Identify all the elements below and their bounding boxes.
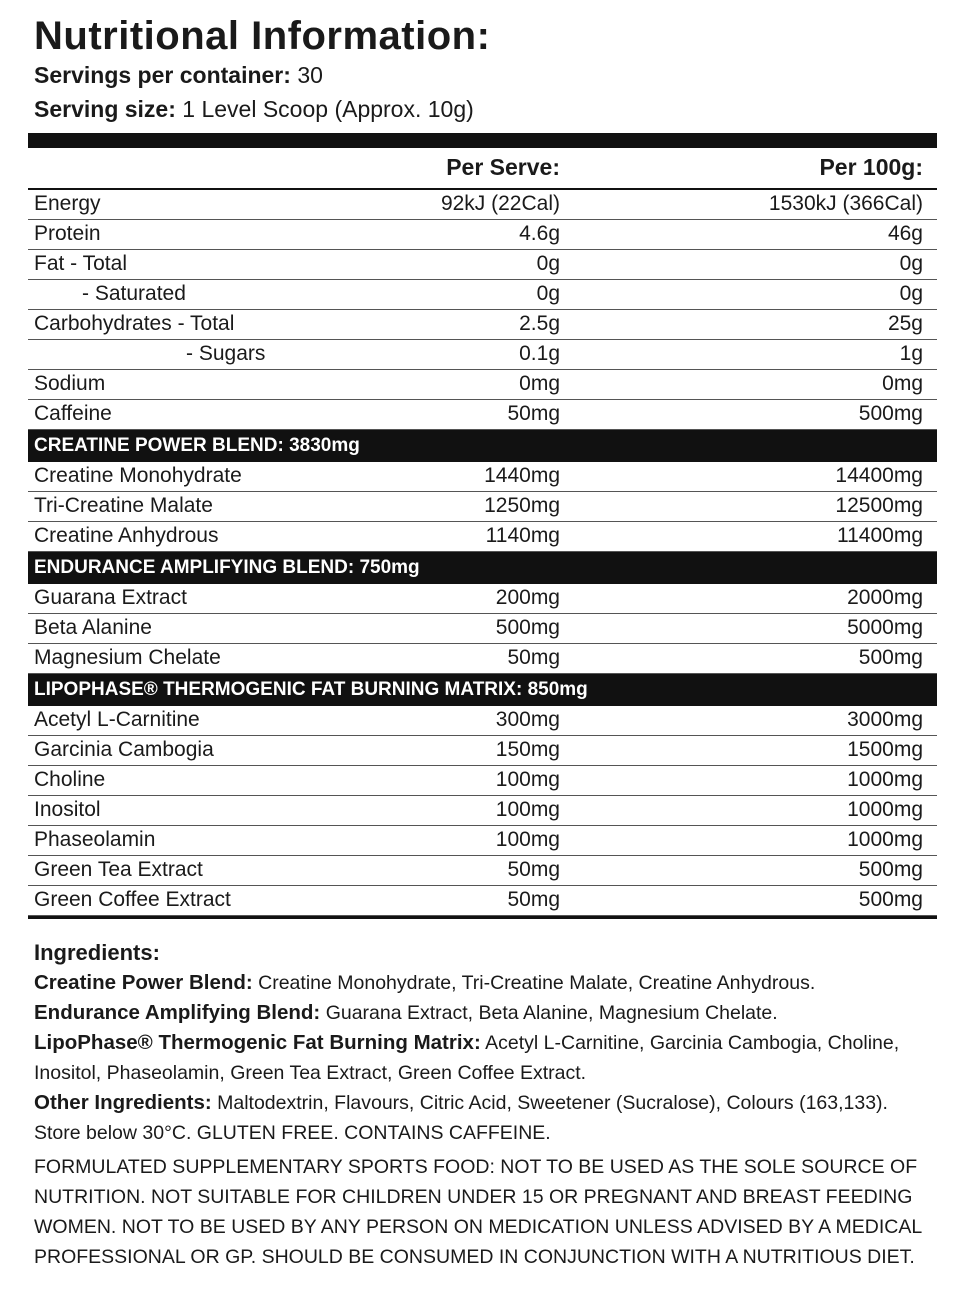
ingredient-label: Endurance Amplifying Blend: [34, 1001, 321, 1024]
per-serve-value: 0.1g [519, 342, 560, 365]
ingredients-section [34, 938, 934, 1148]
serving-size-value: 1 Level Scoop (Approx. 10g) [182, 96, 474, 122]
per-100g-value: 1g [899, 342, 923, 365]
table-row [28, 644, 937, 674]
per-100g-value: 12500mg [835, 494, 923, 517]
nutrient-name: - Saturated [82, 282, 186, 305]
table-row [28, 584, 937, 614]
per-100g-value: 0g [899, 282, 923, 305]
nutrient-name: Creatine Anhydrous [34, 524, 219, 547]
table-top-bar [28, 133, 937, 148]
ingredient-line-other [34, 1088, 934, 1148]
nutrient-name: Tri-Creatine Malate [34, 494, 213, 517]
creatine-blend-rows [28, 462, 937, 552]
per-serve-value: 1140mg [485, 524, 560, 547]
table-row [28, 220, 937, 250]
table-row [28, 190, 937, 220]
per-100g-value: 11400mg [836, 524, 923, 547]
ingredient-text: Creatine Monohydrate, Tri-Creatine Malate, Creatine Anhydrous. [258, 972, 816, 994]
ingredient-label: LipoPhase® Thermogenic Fat Burning Matrix: [34, 1031, 481, 1054]
per-100g-value: 500mg [858, 646, 923, 669]
per-100g-value: 1000mg [847, 768, 923, 791]
creatine-blend-header [28, 430, 937, 462]
ingredient-label: Other Ingredients: [34, 1091, 212, 1114]
table-row [28, 400, 937, 430]
basic-nutrients [28, 190, 937, 430]
table-row [28, 370, 937, 400]
nutrient-name: Green Tea Extract [34, 858, 203, 881]
table-row [28, 766, 937, 796]
nutrient-name: Choline [34, 768, 106, 791]
per-100g-value: 500mg [858, 888, 923, 911]
per-100g-value: 3000mg [847, 708, 923, 731]
per-100g-value: 14400mg [835, 464, 923, 487]
nutrient-name: Green Coffee Extract [34, 888, 231, 911]
per-100g-value: 46g [887, 222, 923, 245]
per-serve-value: 200mg [495, 586, 560, 609]
per-serve-value: 0g [536, 252, 560, 275]
per-serve-value: 50mg [507, 402, 560, 425]
lipophase-matrix-header [28, 674, 937, 706]
nutrient-name: Creatine Monohydrate [34, 464, 242, 487]
lipophase-matrix-title: LIPOPHASE® THERMOGENIC FAT BURNING MATRIX: 850mg [34, 679, 588, 700]
ingredients-heading: Ingredients: [34, 940, 160, 965]
nutrient-name: Fat - Total [34, 252, 127, 275]
table-row [28, 826, 937, 856]
servings-value: 30 [297, 62, 323, 88]
nutrient-name: Magnesium Chelate [34, 646, 221, 669]
table-row [28, 340, 937, 370]
ingredient-label: Creatine Power Blend: [34, 971, 253, 994]
endurance-blend-header [28, 552, 937, 584]
table-row [28, 492, 937, 522]
per-serve-value: 100mg [495, 828, 560, 851]
endurance-blend-title: ENDURANCE AMPLIFYING BLEND: 750mg [34, 557, 420, 578]
panel-title: Nutritional Information: [34, 14, 491, 58]
nutrient-name: - Sugars [186, 342, 266, 365]
servings-label: Servings per container: [34, 62, 291, 88]
per-100g-value: 1000mg [847, 828, 923, 851]
table-row [28, 310, 937, 340]
ingredient-text: Maltodextrin, Flavours, Citric Acid, Sweetener (Sucralose), Colours (163,133). Store below 30°C. GLUTEN FREE. CONTAINS CAFFEINE. [34, 1092, 888, 1144]
nutrient-name: Garcinia Cambogia [34, 738, 214, 761]
table-row [28, 856, 937, 886]
nutrient-name: Phaseolamin [34, 828, 156, 851]
ingredient-text: Guarana Extract, Beta Alanine, Magnesium Chelate. [325, 1002, 778, 1024]
creatine-blend-title: CREATINE POWER BLEND: 3830mg [34, 435, 360, 456]
per-100g-value: 1000mg [847, 798, 923, 821]
warning-text: FORMULATED SUPPLEMENTARY SPORTS FOOD: NOT TO BE USED AS THE SOLE SOURCE OF NUTRITION. NOT SUITABLE FOR CHILDREN UNDER 15 OR PREGNANT AND BREAST FEEDING WOMEN. NOT TO BE USED BY ANY PERSON ON MEDICATION UNLESS ADVISED BY A MEDICAL PROFESSIONAL OR GP. SHOULD BE CONSUMED IN CONJUNCTION WITH A NUTRITIOUS DIET. [34, 1156, 922, 1268]
per-serve-header: Per Serve: [446, 154, 560, 180]
per-100g-header: Per 100g: [819, 154, 923, 180]
per-serve-value: 1250mg [484, 494, 560, 517]
per-serve-value: 4.6g [519, 222, 560, 245]
per-100g-value: 1500mg [847, 738, 923, 761]
ingredient-line-creatine [34, 968, 934, 998]
nutrient-name: Acetyl L-Carnitine [34, 708, 200, 731]
per-serve-value: 100mg [495, 798, 560, 821]
per-100g-value: 25g [887, 312, 923, 335]
per-serve-value: 500mg [495, 616, 560, 639]
serving-size-label: Serving size: [34, 96, 176, 122]
table-row [28, 250, 937, 280]
per-serve-value: 0mg [519, 372, 560, 395]
servings-line [34, 62, 323, 89]
table-row [28, 706, 937, 736]
table-row [28, 796, 937, 826]
table-row [28, 522, 937, 552]
ingredient-line-endurance [34, 998, 934, 1028]
nutrient-name: Energy [34, 192, 101, 215]
nutrition-table [28, 133, 937, 919]
endurance-blend-rows [28, 584, 937, 674]
nutrient-name: Protein [34, 222, 101, 245]
per-100g-value: 0mg [882, 372, 923, 395]
table-row [28, 736, 937, 766]
nutrient-name: Inositol [34, 798, 101, 821]
serving-size-line [34, 96, 474, 123]
lipophase-matrix-rows [28, 706, 937, 916]
per-serve-value: 2.5g [519, 312, 560, 335]
nutrient-name: Sodium [34, 372, 106, 395]
per-100g-value: 500mg [858, 402, 923, 425]
per-serve-value: 100mg [495, 768, 560, 791]
table-row [28, 886, 937, 916]
per-serve-value: 300mg [495, 708, 560, 731]
nutrient-name: Beta Alanine [34, 616, 152, 639]
per-100g-value: 2000mg [847, 586, 923, 609]
per-100g-value: 0g [899, 252, 923, 275]
per-100g-value: 500mg [858, 858, 923, 881]
per-serve-value: 92kJ (22Cal) [440, 192, 560, 215]
table-row [28, 614, 937, 644]
table-row [28, 280, 937, 310]
nutrient-name: Carbohydrates - Total [34, 312, 235, 335]
per-serve-value: 0g [536, 282, 560, 305]
nutrient-name: Caffeine [34, 402, 112, 425]
per-serve-value: 50mg [507, 888, 560, 911]
nutrient-name: Guarana Extract [34, 586, 187, 609]
per-100g-value: 5000mg [847, 616, 923, 639]
per-serve-value: 50mg [507, 858, 560, 881]
column-header [28, 148, 937, 190]
per-serve-value: 150mg [495, 738, 560, 761]
table-bottom-rule [28, 916, 937, 919]
ingredient-text: Acetyl L-Carnitine, Garcinia Cambogia, Choline, Inositol, Phaseolamin, Green Tea Extract, Green Coffee Extract. [34, 1032, 900, 1084]
table-row [28, 462, 937, 492]
per-serve-value: 50mg [507, 646, 560, 669]
per-100g-value: 1530kJ (366Cal) [768, 192, 923, 215]
per-serve-value: 1440mg [484, 464, 560, 487]
ingredient-line-lipophase [34, 1028, 934, 1088]
